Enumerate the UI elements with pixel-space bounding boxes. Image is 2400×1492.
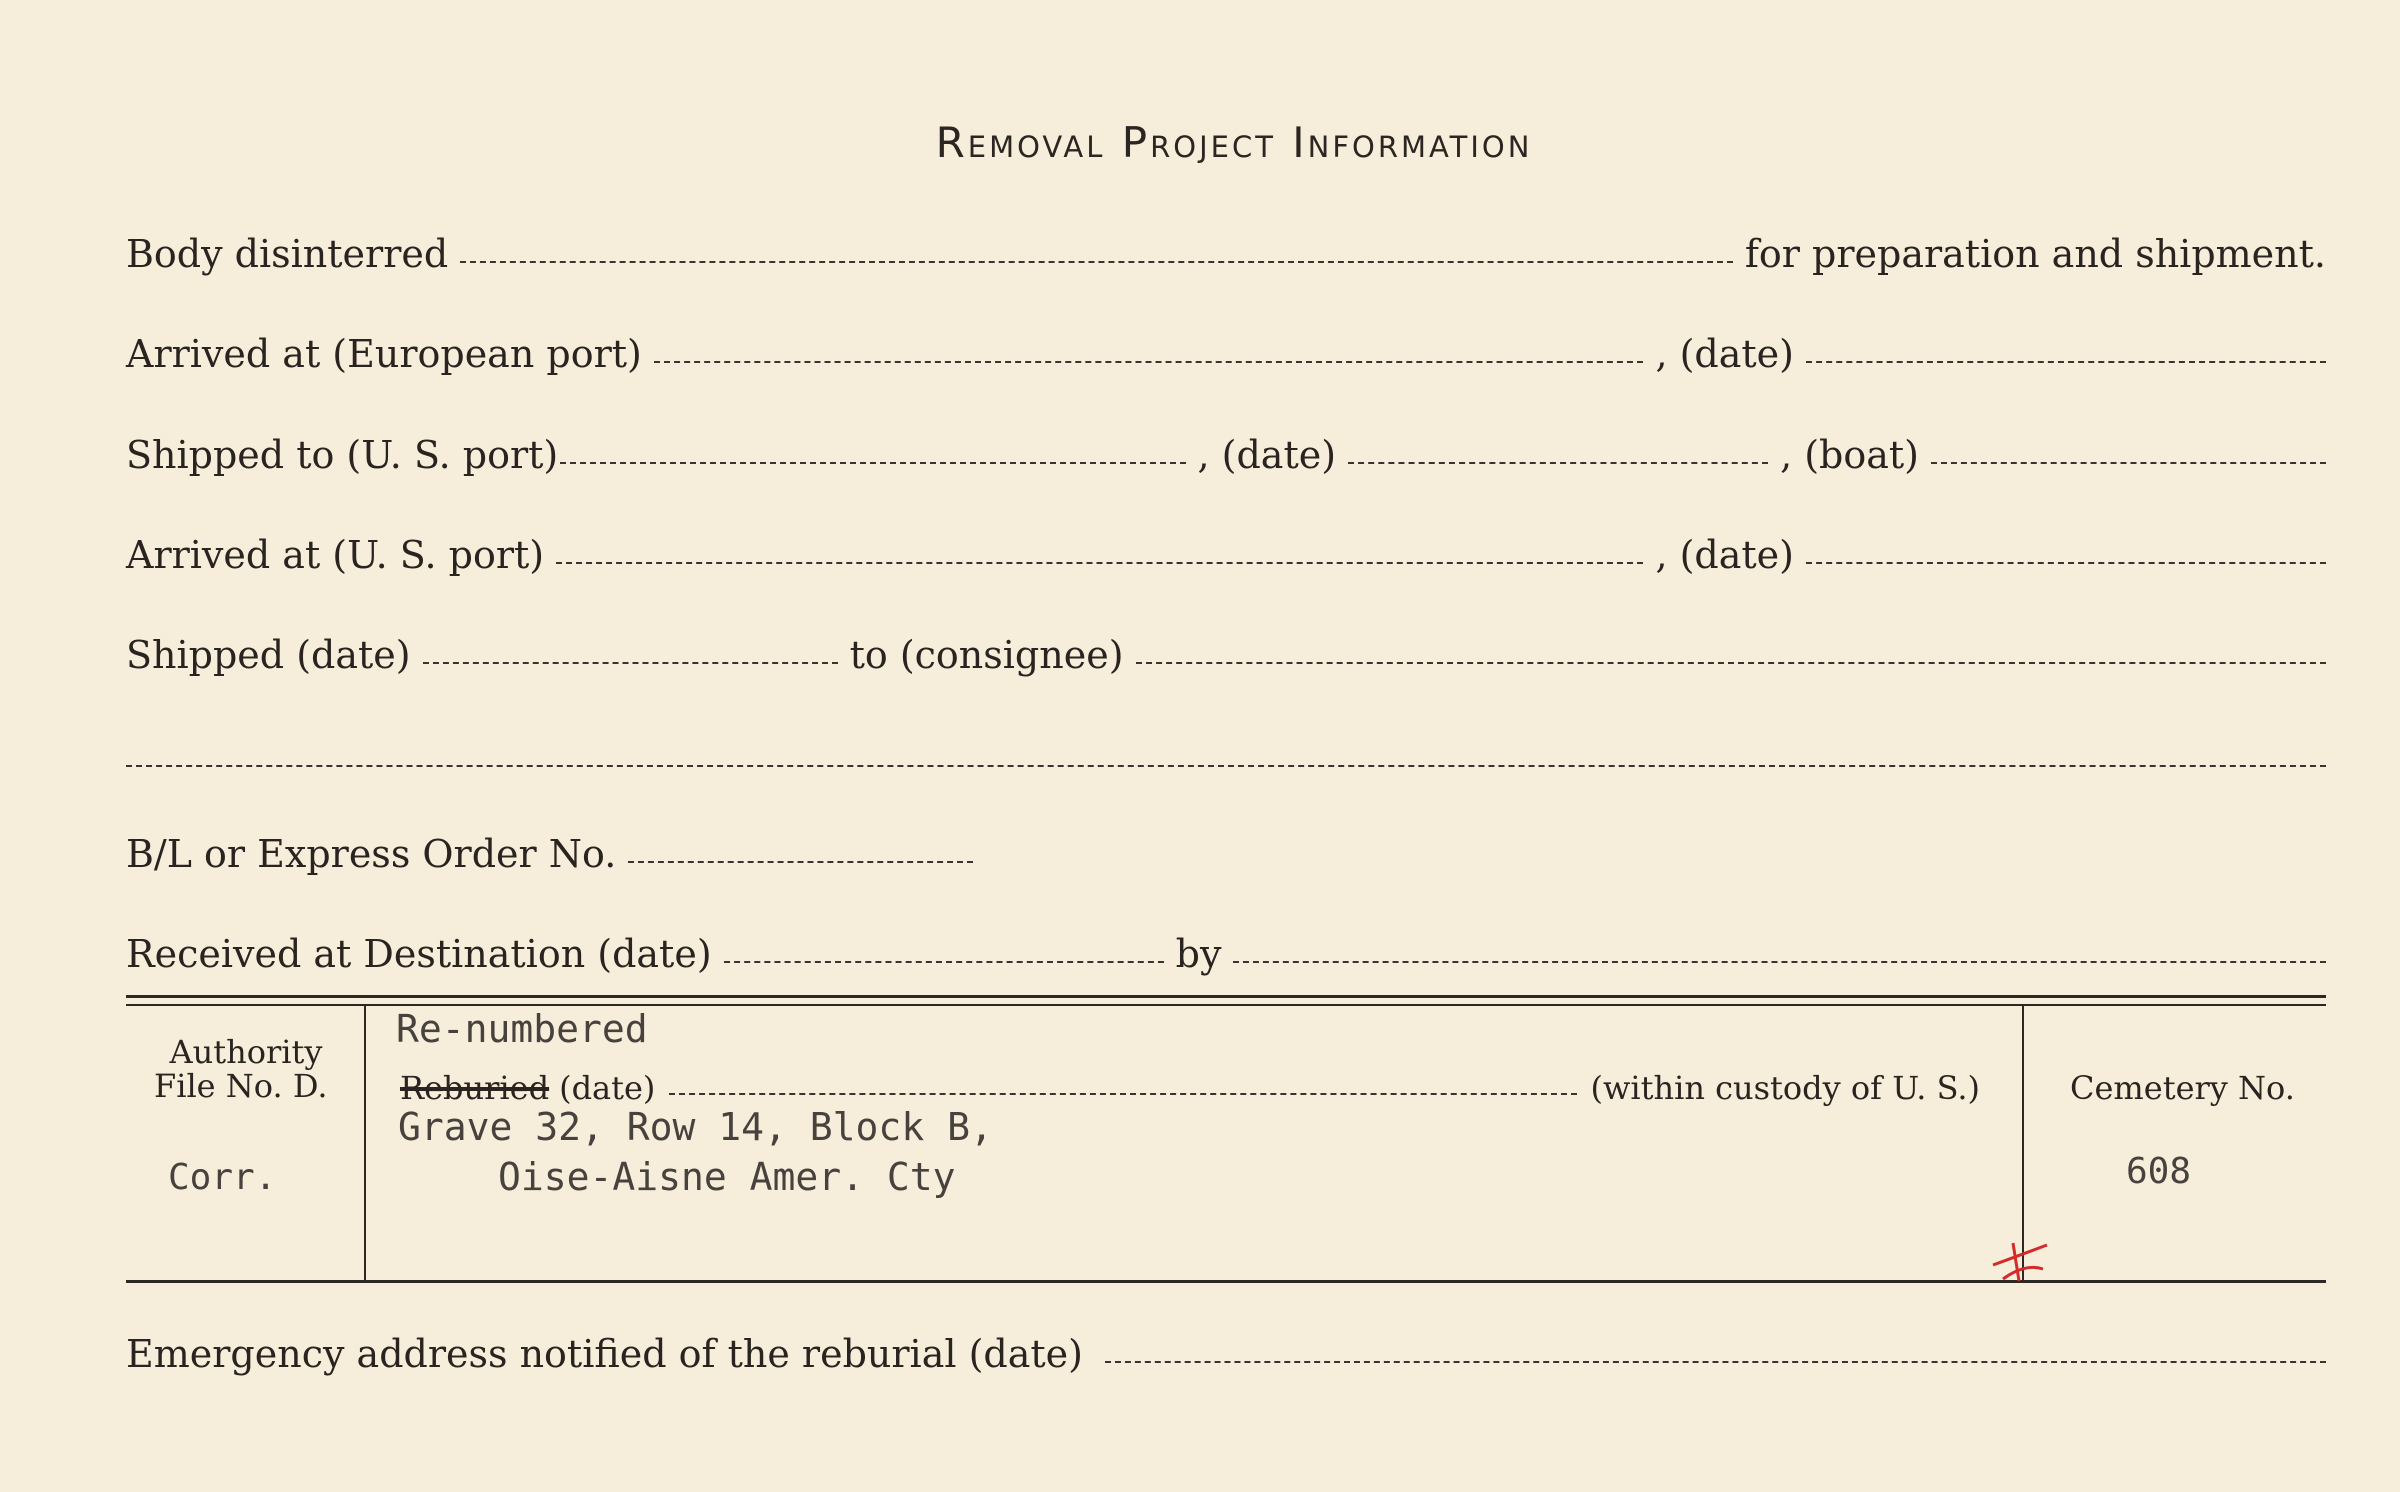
- arrived-us-label: Arrived at (U. S. port): [126, 533, 545, 577]
- arrived-us-row: [126, 533, 2326, 577]
- bl-order-row: [126, 832, 973, 876]
- arrived-us-date-line: [1806, 562, 2326, 564]
- reburied-row: [400, 1069, 1980, 1107]
- grave-line-1: Grave 32, Row 14, Block B,: [398, 1105, 993, 1149]
- shipped-to-us-boat-label: , (boat): [1780, 433, 1919, 477]
- box-top-rule: [126, 995, 2326, 998]
- received-by-label: by: [1175, 932, 1222, 976]
- box-top-rule-inner: [126, 1004, 2326, 1006]
- received-row: [126, 932, 2326, 976]
- body-disinterred-row: [126, 232, 2326, 276]
- arrived-european-port-line: [654, 361, 1644, 363]
- arrived-european-row: [126, 332, 2326, 376]
- authority-label: Authority: [169, 1033, 323, 1071]
- received-date-line: [724, 961, 1164, 963]
- cemetery-no-label: Cemetery No.: [2070, 1069, 2295, 1107]
- consignee-continuation-line: [126, 765, 2326, 767]
- emergency-row: [126, 1332, 2326, 1376]
- emergency-label: Emergency address notified of the reburial (date): [126, 1332, 1083, 1376]
- shipped-date-line: [423, 662, 838, 664]
- shipped-to-us-date-label: , (date): [1197, 433, 1337, 477]
- file-no-label: File No. D.: [154, 1067, 328, 1105]
- arrived-european-date-label: , (date): [1655, 332, 1794, 376]
- body-disinterred-line: [460, 261, 1733, 263]
- received-label: Received at Destination (date): [126, 932, 712, 976]
- consignee-line: [1136, 662, 2326, 664]
- emergency-date-line: [1105, 1361, 2326, 1363]
- reburied-date-label: (date): [559, 1069, 656, 1107]
- reburied-struck-label: Reburied: [400, 1069, 550, 1107]
- body-disinterred-suffix: for preparation and shipment.: [1744, 232, 2326, 276]
- shipped-to-us-row: [126, 433, 2326, 477]
- arrived-european-label: Arrived at (European port): [126, 332, 642, 376]
- within-custody-label: (within custody of U. S.): [1590, 1069, 1980, 1107]
- shipped-date-row: [126, 633, 2326, 677]
- body-disinterred-label: Body disinterred: [126, 232, 449, 276]
- red-check-mark-icon: [1985, 1235, 2065, 1285]
- bl-order-line: [628, 861, 973, 863]
- arrived-us-port-line: [556, 562, 1643, 564]
- renumbered-text: Re-numbered: [396, 1007, 648, 1051]
- consignee-label: to (consignee): [849, 633, 1124, 677]
- arrived-european-date-line: [1806, 361, 2326, 363]
- grave-line-2: Oise-Aisne Amer. Cty: [498, 1155, 956, 1199]
- bl-order-label: B/L or Express Order No.: [126, 832, 617, 876]
- shipped-to-us-port-line: [560, 462, 1185, 464]
- shipped-to-us-label: Shipped to (U. S. port): [126, 433, 559, 477]
- arrived-us-date-label: , (date): [1655, 533, 1794, 577]
- shipped-date-label: Shipped (date): [126, 633, 411, 677]
- page-title: Removal Project Information: [935, 118, 1533, 167]
- shipped-to-us-boat-line: [1931, 462, 2326, 464]
- reburied-date-line: [669, 1093, 1576, 1095]
- box-divider-left: [364, 1004, 366, 1283]
- shipped-to-us-date-line: [1348, 462, 1768, 464]
- received-by-line: [1233, 961, 2326, 963]
- corr-text: Corr.: [168, 1157, 277, 1198]
- cemetery-no-value: 608: [2126, 1151, 2192, 1192]
